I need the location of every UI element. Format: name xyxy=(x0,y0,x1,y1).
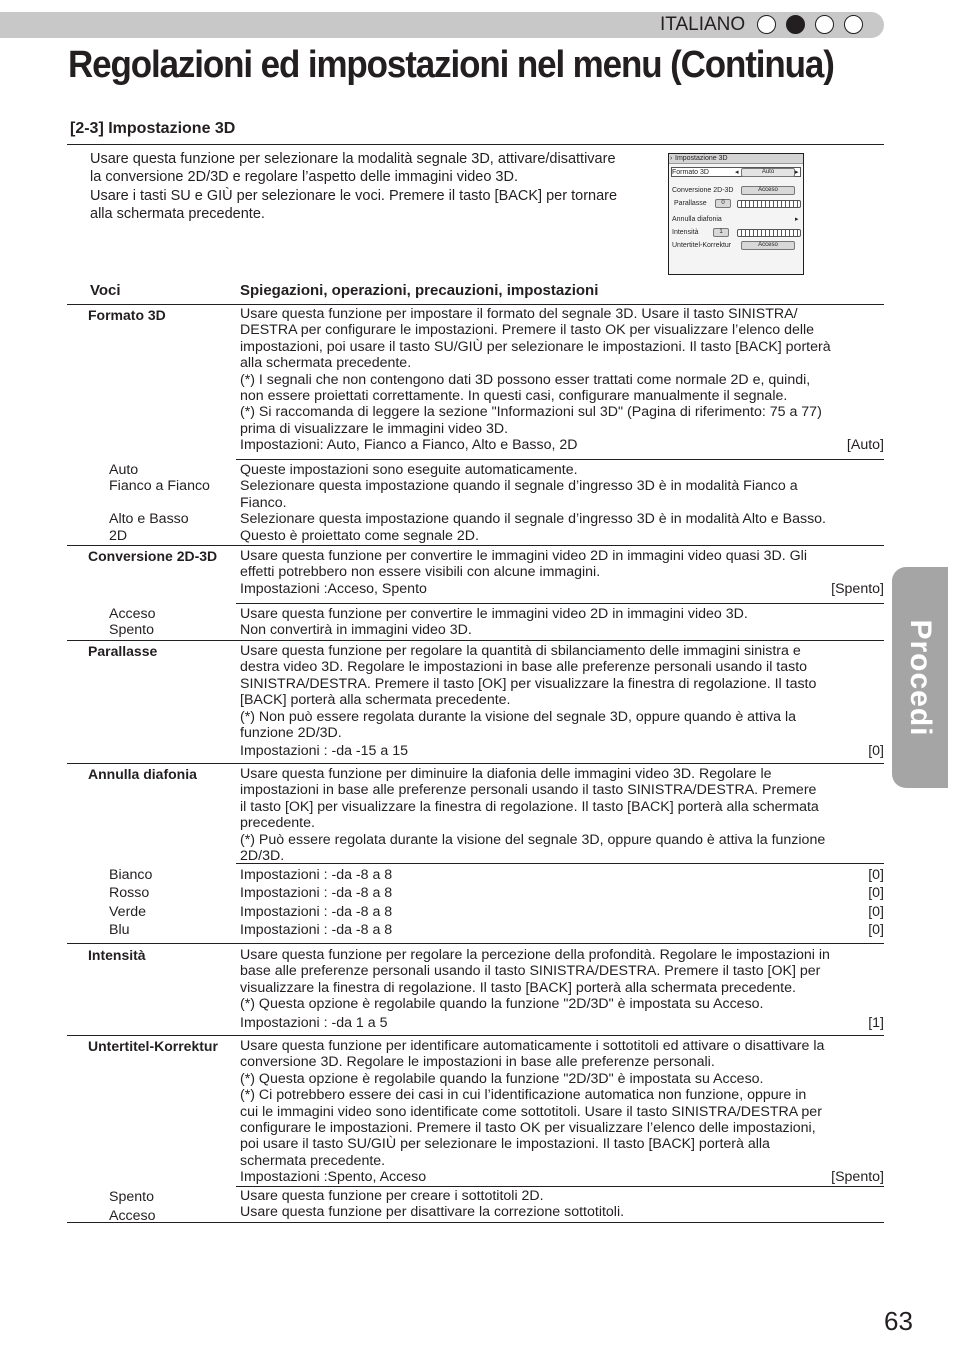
menu-preview-slider-5 xyxy=(737,229,801,237)
table-header-rule xyxy=(67,304,884,305)
language-dot-4 xyxy=(844,15,863,34)
menu-preview-row-3: Parallasse xyxy=(674,200,707,207)
settings-row: Impostazioni : -da -15 a 15 [0] xyxy=(240,743,884,760)
item-desc-conversione-2d-3d: Usare questa funzione per convertire le immagini video 2D in immagini video quasi 3D. Gli effetti potrebbero non essere visibili con alcune immagini. Impostazioni :Acceso, Spento [Spento] xyxy=(240,548,884,597)
settings-row: Impostazioni : -da 1 a 5 [1] xyxy=(240,1014,884,1031)
arrow-left-icon: ◂ xyxy=(735,169,739,176)
item-label-conversione-2d-3d: Conversione 2D-3D xyxy=(88,548,218,564)
page-title: Regolazioni ed impostazioni nel menu (Continua) xyxy=(68,44,834,86)
arrow-right-icon: ▸ xyxy=(795,216,799,223)
menu-preview-row-4: Annulla diafonia xyxy=(672,216,722,223)
item-label-intensita: Intensità xyxy=(88,947,146,963)
row-rule xyxy=(67,1035,884,1036)
menu-preview-row-5: Intensità xyxy=(672,229,699,236)
option-names-formato: Auto Fianco a Fianco Alto e Basso 2D xyxy=(109,462,210,544)
section-rule xyxy=(67,144,884,145)
sub-rule xyxy=(236,863,884,864)
item-desc-annulla-diafonia: Usare questa funzione per diminuire la diafonia delle immagini video 3D. Regolare le impostazioni in base alle preferenze personali usando il tasto SINISTRA/DESTRA. Premere il tasto [OK] per visualizzare la finestra di regolazione. Il tasto [BACK] porterà alla schermata precedente. (*) Può essere regolata durante la visione del segnale 3D, oppure quando è attiva la funzione 2D/3D. xyxy=(240,766,826,865)
menu-preview-value-2: Acceso xyxy=(741,186,795,195)
option-names-conversione: Acceso Spento xyxy=(109,606,156,639)
row-rule xyxy=(67,545,884,546)
language-label: ITALIANO xyxy=(660,14,746,35)
item-label-formato-3d: Formato 3D xyxy=(88,307,166,323)
item-label-annulla-diafonia: Annulla diafonia xyxy=(88,766,197,782)
sub-rule xyxy=(236,459,884,460)
header-bar xyxy=(0,12,884,38)
option-names-untertitel: Spento Acceso xyxy=(109,1189,156,1224)
menu-preview-header: › Impostazione 3D xyxy=(669,154,803,164)
menu-preview-value-6: Acceso xyxy=(741,241,795,250)
row-rule xyxy=(67,943,884,944)
menu-preview-row-6: Untertitel-Korrektur xyxy=(672,242,732,249)
menu-preview-value-1: Auto xyxy=(741,168,795,177)
sub-rule xyxy=(236,1186,884,1187)
option-names-diafonia: Bianco Rosso Verde Blu xyxy=(109,867,153,938)
menu-preview-row-1: Formato 3D xyxy=(672,169,709,176)
item-label-untertitel-korrektur: Untertitel-Korrektur xyxy=(88,1038,218,1054)
menu-preview-slider-3 xyxy=(737,200,801,208)
item-desc-intensita: Usare questa funzione per regolare la percezione della profondità. Regolare le impostazioni in base alle preferenze personali usando il tasto SINISTRA/DESTRA. Premere il tasto [OK] per visualizzare la finestra di regolazione. Il tasto [BACK] porterà alla schermata precedente. (*) Questa opzione è regolabile quando la funzione "2D/3D" è impostata su Acceso. Impostazioni : -da 1 a 5 [1] xyxy=(240,947,884,1031)
chevron-right-icon: › xyxy=(670,155,673,162)
language-dot-3 xyxy=(815,15,834,34)
section-title: [2-3] Impostazione 3D xyxy=(70,120,236,137)
column-header-voci: Voci xyxy=(90,282,121,299)
menu-preview xyxy=(668,153,804,275)
row-rule xyxy=(67,763,884,764)
menu-preview-value-5: 1 xyxy=(713,228,729,237)
side-tab-procedi xyxy=(892,567,948,788)
table-bottom-rule xyxy=(67,1222,884,1223)
settings-row: Impostazioni :Spento, Acceso [Spento] xyxy=(240,1169,884,1186)
option-descs-conversione: Usare questa funzione per convertire le immagini video 2D in immagini video 3D. Non convertirà in immagini video 3D. xyxy=(240,606,748,639)
settings-row: Impostazioni: Auto, Fianco a Fianco, Alto e Basso, 2D [Auto] xyxy=(240,437,884,454)
language-dot-1 xyxy=(757,15,776,34)
side-tab-label: Procedi xyxy=(904,618,937,737)
settings-row: Impostazioni :Acceso, Spento [Spento] xyxy=(240,580,884,597)
language-dot-2-active xyxy=(786,15,805,34)
sub-rule xyxy=(236,603,884,604)
option-descs-untertitel: Usare questa funzione per creare i sottotitoli 2D. Usare questa funzione per disattivare la correzione sottotitoli. xyxy=(240,1188,625,1221)
menu-preview-row-2: Conversione 2D-3D xyxy=(672,187,734,194)
option-descs-formato: Queste impostazioni sono eseguite automaticamente. Selezionare questa impostazione quando il segnale d’ingresso 3D è in modalità Fianco a Fianco. Selezionare questa impostazione quando il segnale d’ingresso 3D è in modalità Alto e Basso. Questo è proiettato come segnale 2D. xyxy=(240,462,826,544)
row-rule xyxy=(67,640,884,641)
option-settings-diafonia: Impostazioni : -da -8 a 8 [0] Impostazioni : -da -8 a 8 [0] Impostazioni : -da -8 a 8 [0] Impostazioni : -da -8 a 8 [0] xyxy=(240,867,884,938)
page-number: 63 xyxy=(884,1306,913,1336)
item-desc-untertitel-korrektur: Usare questa funzione per identificare automaticamente i sottotitoli ed attivare o disattivare la conversione 3D. Regolare le impostazioni in base alle preferenze personali. (*) Questa opzione è regolabile quando la funzione "2D/3D" è impostata su Acceso. (*) Ci potrebbero essere dei casi in cui l’identificazione automatica non funzione, oppure in cui le immagini video sono identificate come sottotitoli. Usare il tasto SINISTRA/DESTRA per configurare le impostazioni. Premere il tasto OK per visualizzare l’elenco delle impostazioni, poi usare il tasto SU/GIÙ per selezionare le impostazioni. Il tasto [BACK] porterà alla schermata precedente. Impostazioni :Spento, Acceso [Spento] xyxy=(240,1038,884,1186)
item-desc-formato-3d: Usare questa funzione per impostare il formato del segnale 3D. Usare il tasto SINISTRA/ DESTRA per configurare le impostazioni. Premere il tasto OK per visualizzare l’elenco delle impostazioni, poi usare il tasto SU/GIÙ per selezionare le impostazioni. Il tasto [BACK] porterà alla schermata precedente. (*) I segnali che non contengono dati 3D possono esser trattati come normale 2D e, quindi, non essere proiettati correttamente. In questi casi, configurare manualmente il segnale. (*) Si raccomanda di leggere la sezione "Informazioni sul 3D" (Pagina di riferimento: 75 a 77) prima di visualizzare le immagini video 3D. Impostazioni: Auto, Fianco a Fianco, Alto e Basso, 2D [Auto] xyxy=(240,306,884,454)
item-desc-parallasse: Usare questa funzione per regolare la quantità di sbilanciamento delle immagini sinistra e destra video 3D. Regolare le impostazioni in base alle preferenze personali usando il tasto SINISTRA/DESTRA. Premere il tasto [OK] per visualizzare la finestra di regolazione. Il tasto [BACK] porterà alla schermata precedente. (*) Non può essere regolata durante la visione del segnale 3D, oppure quando è attiva la funzione 2D/3D. Impostazioni : -da -15 a 15 [0] xyxy=(240,643,884,760)
item-label-parallasse: Parallasse xyxy=(88,643,158,659)
column-header-description: Spiegazioni, operazioni, precauzioni, impostazioni xyxy=(240,282,599,299)
arrow-right-icon: ▸ xyxy=(795,169,799,176)
section-intro: Usare questa funzione per selezionare la modalità segnale 3D, attivare/disattivare la conversione 2D/3D e regolare l’aspetto delle immagini video 3D. Usare i tasti SU e GIÙ per selezionare le voci. Premere il tasto [BACK] per tornare alla schermata precedente. xyxy=(90,151,618,223)
menu-preview-value-3: 0 xyxy=(715,199,731,208)
